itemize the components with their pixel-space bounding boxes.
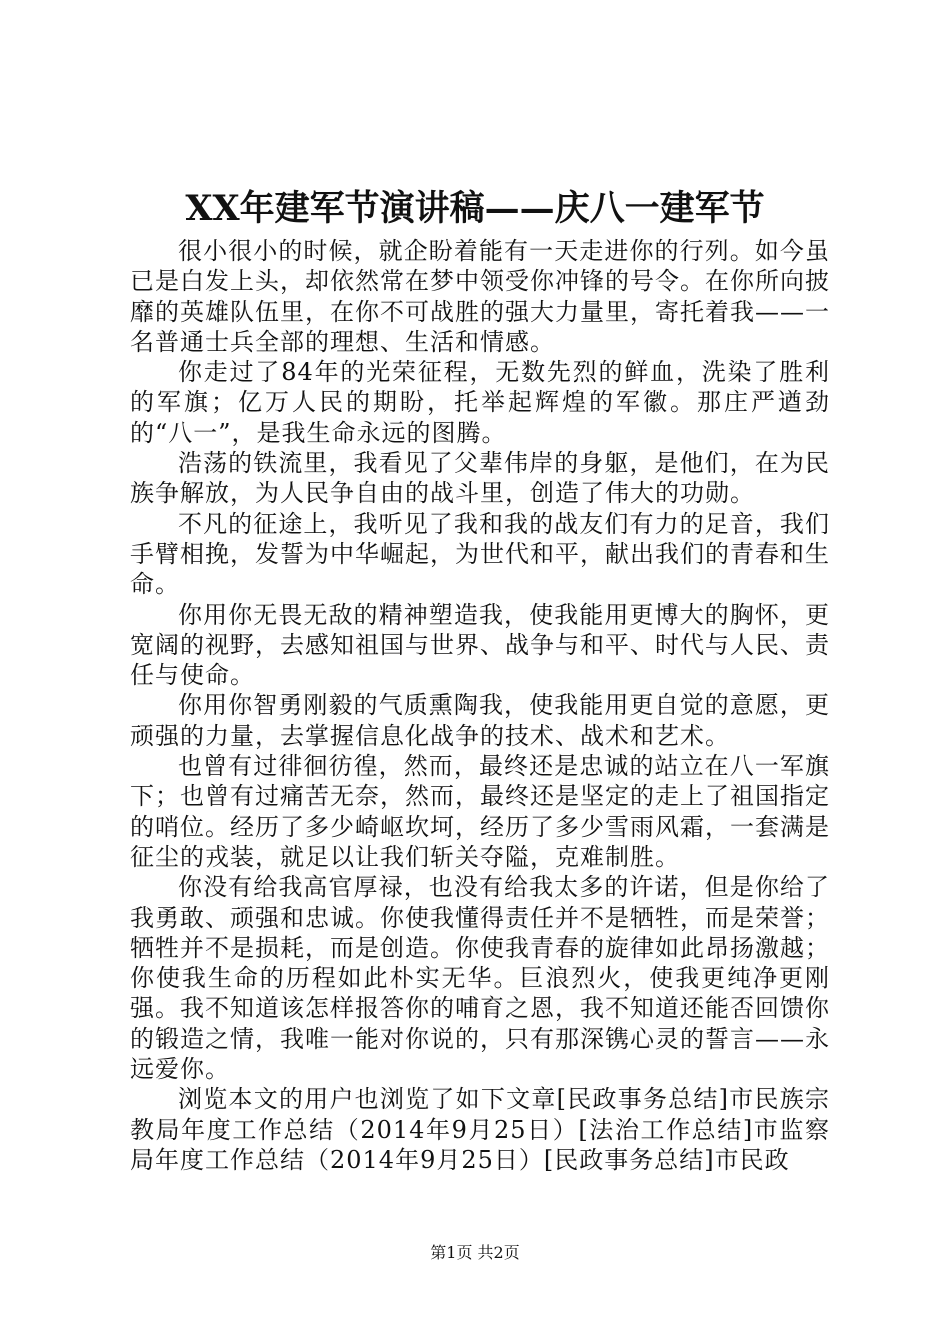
- page-number-footer: 第1页 共2页: [430, 1243, 520, 1262]
- paragraph-4: 不凡的征途上，我听见了我和我的战友们有力的足音，我们手臂相挽，发誓为中华崛起，为世代和平，献出我们的青春和生命。: [130, 509, 830, 599]
- paragraph-7: 也曾有过徘徊彷徨，然而，最终还是忠诚的站立在八一军旗下；也曾有过痛苦无奈，然而，最终还是坚定的走上了祖国指定的哨位。经历了多少崎岖坎坷，经历了多少雪雨风霜，一套满是征尘的戎装，就足以让我们斩关夺隘，克难制胜。: [130, 752, 830, 871]
- paragraph-8: 你没有给我高官厚禄，也没有给我太多的许诺，但是你给了我勇敢、顽强和忠诚。你使我懂得责任并不是牺牲，而是荣誉；牺牲并不是损耗，而是创造。你使我青春的旋律如此昂扬激越；你使我生命的历程如此朴实无华。巨浪烈火，使我更纯净更刚强。我不知道该怎样报答你的哺育之恩，我不知道还能否回馈你的锻造之情，我唯一能对你说的，只有那深镌心灵的誓言——永远爱你。: [130, 873, 830, 1084]
- paragraph-related-articles: 浏览本文的用户也浏览了如下文章[民政事务总结]市民族宗教局年度工作总结（2014年9月25日）[法治工作总结]市监察局年度工作总结（2014年9月25日）[民政事务总结]市民政: [130, 1085, 830, 1174]
- document-title: XX年建军节演讲稿——庆八一建军节: [185, 188, 765, 229]
- paragraph-3: 浩荡的铁流里，我看见了父辈伟岸的身躯，是他们，在为民族争解放，为人民争自由的战斗里，创造了伟大的功勋。: [130, 449, 830, 508]
- paragraph-6: 你用你智勇刚毅的气质熏陶我，使我能用更自觉的意愿，更顽强的力量，去掌握信息化战争的技术、战术和艺术。: [130, 691, 830, 750]
- paragraph-2: 你走过了84年的光荣征程，无数先烈的鲜血，洗染了胜利的军旗；亿万人民的期盼，托举起辉煌的军徽。那庄严遒劲的“八一”，是我生命永远的图腾。: [130, 358, 830, 447]
- paragraph-1: 很小很小的时候，就企盼着能有一天走进你的行列。如今虽已是白发上头，却依然常在梦中领受你冲锋的号令。在你所向披靡的英雄队伍里，在你不可战胜的强大力量里，寄托着我——一名普通士兵全部的理想、生活和情感。: [130, 237, 830, 356]
- paragraph-5: 你用你无畏无敌的精神塑造我，使我能用更博大的胸怀，更宽阔的视野，去感知祖国与世界、战争与和平、时代与人民、责任与使命。: [130, 600, 830, 690]
- document-body: [130, 236, 830, 1175]
